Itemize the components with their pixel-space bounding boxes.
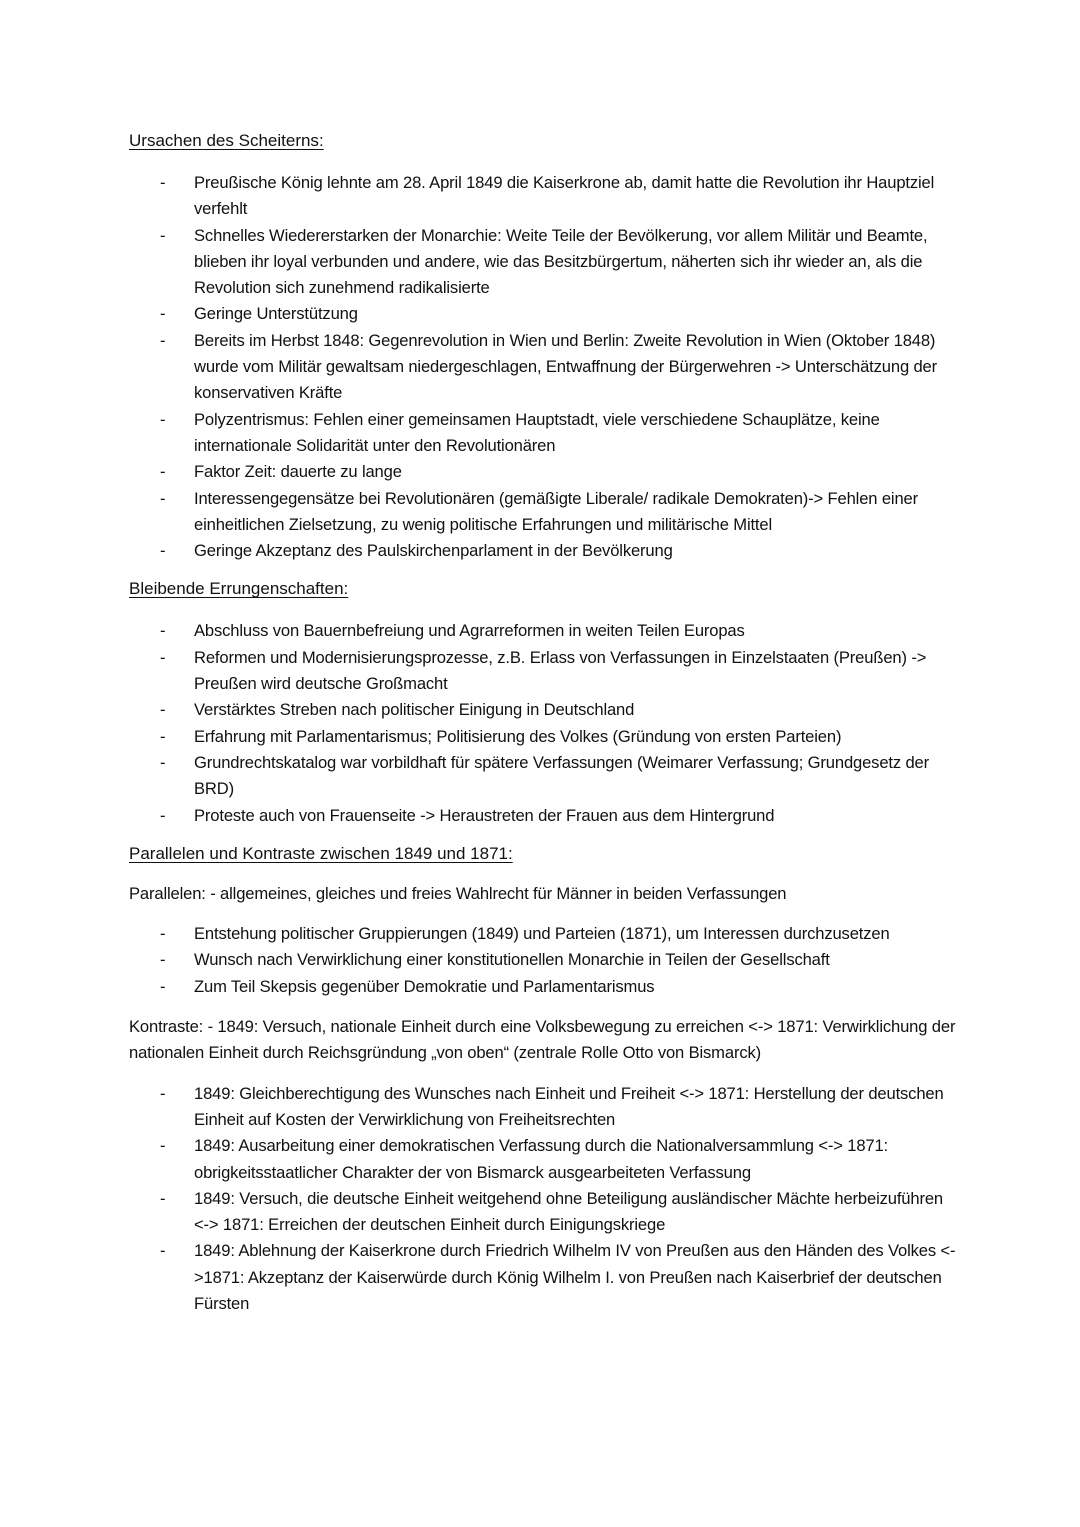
bullet-dash: - xyxy=(160,1083,166,1103)
list-item-text: Reformen und Modernisierungsprozesse, z.B. Erlass von Verfassungen in Einzelstaaten (Preußen) -> Preußen wird deutsche Großmacht xyxy=(194,647,927,694)
bullet-dash: - xyxy=(160,924,166,944)
bullet-dash: - xyxy=(160,700,166,720)
bullet-dash: - xyxy=(160,1241,166,1261)
list-item-text: 1849: Gleichberechtigung des Wunsches nach Einheit und Freiheit <-> 1871: Herstellung der deutschen Einheit auf Kosten der Verwirklichung von Freiheitsrechten xyxy=(194,1083,944,1129)
bullet-dash: - xyxy=(160,304,166,324)
heading-colon: : xyxy=(318,131,324,150)
list-item xyxy=(129,618,959,644)
bullet-dash: - xyxy=(160,752,166,772)
bullet-dash: - xyxy=(160,462,166,482)
bullet-dash: - xyxy=(160,488,166,508)
list-item-text: Preußische König lehnte am 28. April 1849 die Kaiserkrone ab, damit hatte die Revolution ihr Hauptziel verfehlt xyxy=(194,173,935,219)
list-item-text: Entstehung politischer Gruppierungen (1849) und Parteien (1871), um Interessen durchzusetzen xyxy=(194,924,890,944)
list-item-text: Geringe Akzeptanz des Paulskirchenparlament in der Bevölkerung xyxy=(194,541,673,561)
list-item xyxy=(129,328,959,407)
bullet-dash: - xyxy=(160,173,166,192)
bullet-dash: - xyxy=(160,726,166,746)
list-item-text: Faktor Zeit: dauerte zu lange xyxy=(194,462,402,482)
list-item-text: Erfahrung mit Parlamentarismus; Politisierung des Volkes (Gründung von ersten Parteien) xyxy=(194,726,842,746)
list-item xyxy=(129,223,959,302)
bullet-dash: - xyxy=(160,225,166,245)
list-item xyxy=(129,750,959,803)
list-kontraste xyxy=(129,1081,959,1318)
list-item-text: Verstärktes Streben nach politischer Einigung in Deutschland xyxy=(194,700,635,720)
list-item xyxy=(129,538,959,564)
heading-errungenschaften: Bleibende Errungenschaften: xyxy=(129,579,349,599)
kontraste-intro: Kontraste: - 1849: Versuch, nationale Einheit durch eine Volksbewegung zu erreichen <-> 1871: Verwirklichung der nationalen Einheit durch Reichsgründung „von oben“ (zentrale Rolle Otto von Bismarck) xyxy=(129,1017,956,1063)
list-item-text: Zum Teil Skepsis gegenüber Demokratie und Parlamentarismus xyxy=(194,976,655,996)
heading-ursachen-text: Ursachen des Scheiterns xyxy=(129,131,319,150)
bullet-dash: - xyxy=(160,976,166,996)
list-errungenschaften xyxy=(129,618,959,828)
bullet-dash: - xyxy=(160,950,166,970)
list-item-text: 1849: Ausarbeitung einer demokratischen Verfassung durch die Nationalversammlung <-> 1871: obrigkeitsstaatlicher Charakter der von Bismarck ausgearbeiteten Verfassung xyxy=(194,1136,889,1182)
list-item-text: Proteste auch von Frauenseite -> Heraustreten der Frauen aus dem Hintergrund xyxy=(194,805,775,825)
bullet-dash: - xyxy=(160,409,166,429)
list-item xyxy=(129,486,959,539)
list-ursachen xyxy=(129,170,959,564)
list-item-text: Polyzentrismus: Fehlen einer gemeinsamen Hauptstadt, viele verschiedene Schauplätze, keine internationale Solidarität unter den Revolutionären xyxy=(194,409,880,455)
list-item xyxy=(129,697,959,723)
list-item xyxy=(129,459,959,485)
list-item xyxy=(129,803,959,829)
list-parallelen xyxy=(129,921,959,1000)
heading-ursachen xyxy=(129,128,959,154)
list-item xyxy=(129,1238,959,1317)
bullet-dash: - xyxy=(160,541,166,561)
bullet-dash: - xyxy=(160,805,166,825)
list-item xyxy=(129,170,959,223)
list-item xyxy=(129,921,959,947)
list-item xyxy=(129,947,959,973)
list-item xyxy=(129,974,959,1000)
parallelen-intro: Parallelen: - allgemeines, gleiches und freies Wahlrecht für Männer in beiden Verfassungen xyxy=(129,883,787,903)
list-item-text: Grundrechtskatalog war vorbildhaft für spätere Verfassungen (Weimarer Verfassung; Grundgesetz der BRD) xyxy=(194,752,930,799)
list-item xyxy=(129,1081,959,1134)
list-item xyxy=(129,645,959,698)
list-item-text: Bereits im Herbst 1848: Gegenrevolution in Wien und Berlin: Zweite Revolution in Wien (Oktober 1848) wurde vom Militär gewaltsam niedergeschlagen, Entwaffnung der Bürgerwehren -> Unterschätzung der konservativen Kräfte xyxy=(194,330,938,403)
list-item-text: Schnelles Wiedererstarken der Monarchie: Weite Teile der Bevölkerung, vor allem Militär und Beamte, blieben ihr loyal verbunden und andere, wie das Besitzbürgertum, näherten sich ihr wieder an, als die Revolution sich zunehmend radikalisierte xyxy=(194,225,928,298)
document-page xyxy=(129,128,959,1317)
bullet-dash: - xyxy=(160,1188,166,1208)
bullet-dash: - xyxy=(160,330,166,350)
list-item xyxy=(129,1133,959,1186)
list-item xyxy=(129,407,959,460)
list-item-text: 1849: Versuch, die deutsche Einheit weitgehend ohne Beteiligung ausländischer Mächte herbeizuführen <-> 1871: Erreichen der deutschen Einheit durch Einigungskriege xyxy=(194,1188,943,1235)
list-item-text: 1849: Ablehnung der Kaiserkrone durch Friedrich Wilhelm IV von Preußen aus den Händen des Volkes <->1871: Akzeptanz der Kaiserwürde durch König Wilhelm I. von Preußen nach Kaiserbrief der deutschen Fürsten xyxy=(194,1241,956,1313)
list-item xyxy=(129,1186,959,1239)
bullet-dash: - xyxy=(160,1136,166,1156)
list-item-text: Wunsch nach Verwirklichung einer konstitutionellen Monarchie in Teilen der Gesellschaft xyxy=(194,950,830,970)
list-item xyxy=(129,301,959,327)
list-item-text: Abschluss von Bauernbefreiung und Agrarreformen in weiten Teilen Europas xyxy=(194,621,745,641)
bullet-dash: - xyxy=(160,647,166,667)
heading-parallelen-kontraste: Parallelen und Kontraste zwischen 1849 und 1871: xyxy=(129,843,513,863)
list-item-text: Geringe Unterstützung xyxy=(194,304,358,324)
list-item-text: Interessengegensätze bei Revolutionären (gemäßigte Liberale/ radikale Demokraten)-> Fehlen einer einheitlichen Zielsetzung, zu wenig politische Erfahrungen und militärische Mittel xyxy=(194,488,918,534)
bullet-dash: - xyxy=(160,621,166,641)
list-item xyxy=(129,724,959,750)
